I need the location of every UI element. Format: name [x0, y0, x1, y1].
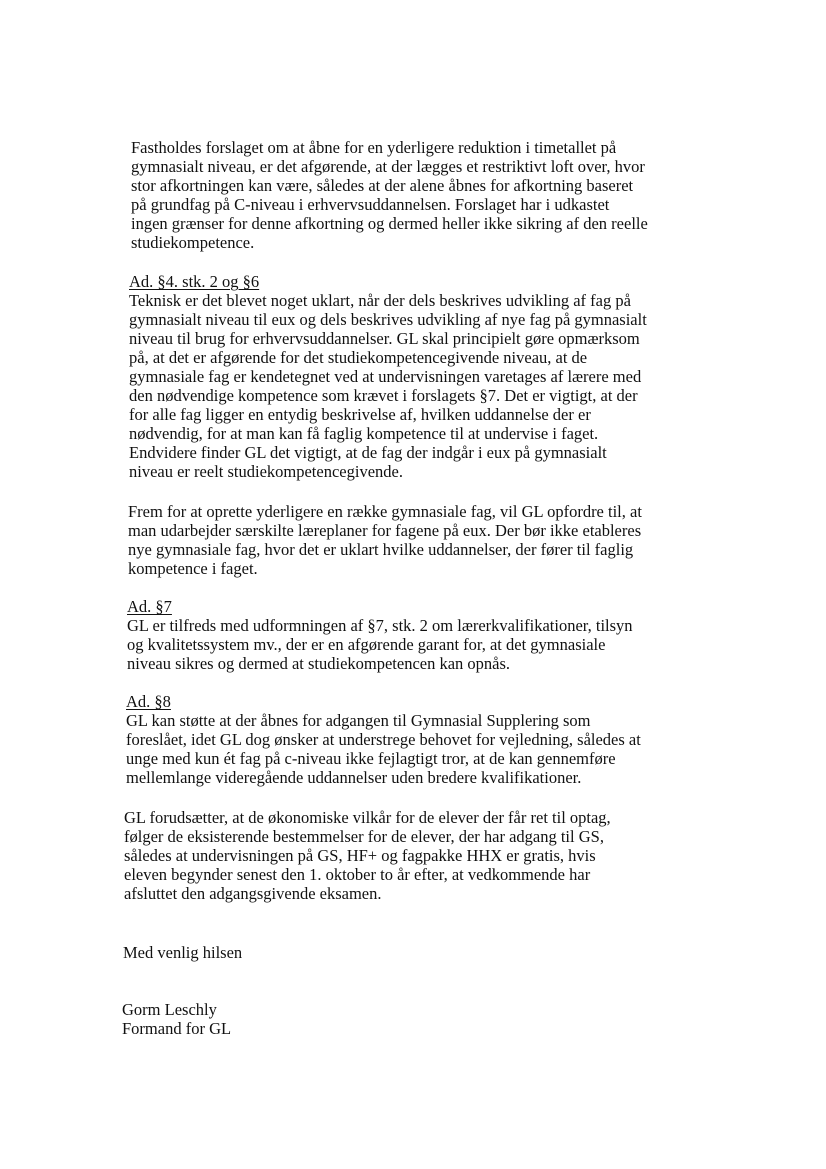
text-line: nødvendig, for at man kan få faglig kompetence til at undervise i faget.: [129, 424, 599, 443]
text-line: man udarbejder særskilte læreplaner for fagene på eux. Der bør ikke etableres: [128, 521, 642, 540]
text-line: afsluttet den adgangsgivende eksamen.: [124, 884, 382, 903]
text-line: mellemlange videregående uddannelser uden bredere kvalifikationer.: [126, 768, 582, 787]
closing-greeting: [123, 943, 242, 962]
text-line: ingen grænser for denne afkortning og dermed heller ikke sikring af den reelle: [131, 214, 648, 233]
text-line: eleven begynder senest den 1. oktober to år efter, at vedkommende har: [124, 865, 591, 884]
text-line: kompetence i faget.: [128, 559, 258, 578]
signer-title: Formand for GL: [122, 1019, 232, 1038]
text-line: på, at det er afgørende for det studiekompetencegivende niveau, at de: [129, 348, 588, 367]
text-line: således at undervisningen på GS, HF+ og fagpakke HHX er gratis, hvis: [124, 846, 596, 865]
section-heading: Ad. §4. stk. 2 og §6: [129, 272, 260, 291]
paragraph-timetal-reduktion: [131, 138, 648, 252]
greeting-text: Med venlig hilsen: [123, 943, 243, 962]
section-paragraph-7: [127, 597, 633, 673]
text-line: studiekompetence.: [131, 233, 255, 252]
text-line: Fastholdes forslaget om at åbne for en yderligere reduktion i timetallet på: [131, 138, 617, 157]
paragraph-oekonomiske-vilkaar: [124, 808, 611, 903]
paragraph-gymnasiale-fag: [128, 502, 642, 578]
text-line: niveau sikres og dermed at studiekompetencen kan opnås.: [127, 654, 511, 673]
text-line: gymnasialt niveau til eux og dels beskrives udvikling af nye fag på gymnasialt: [129, 310, 647, 329]
text-line: GL er tilfreds med udformningen af §7, stk. 2 om lærerkvalifikationer, tilsyn: [127, 616, 633, 635]
text-line: stor afkortningen kan være, således at der alene åbnes for afkortning baseret: [131, 176, 634, 195]
text-line: Endvidere finder GL det vigtigt, at de fag der indgår i eux på gymnasialt: [129, 443, 607, 462]
text-line: på grundfag på C-niveau i erhvervsuddannelsen. Forslaget har i udkastet: [131, 195, 610, 214]
text-line: Frem for at oprette yderligere en række gymnasiale fag, vil GL opfordre til, at: [128, 502, 642, 521]
text-line: og kvalitetssystem mv., der er en afgørende garant for, at det gymnasiale: [127, 635, 606, 654]
text-line: den nødvendige kompetence som krævet i forslagets §7. Det er vigtigt, at der: [129, 386, 638, 405]
text-line: nye gymnasiale fag, hvor det er uklart hvilke uddannelser, der fører til faglig: [128, 540, 634, 559]
signature-block: [122, 1000, 231, 1038]
text-line: GL forudsætter, at de økonomiske vilkår for de elever der får ret til optag,: [124, 808, 611, 827]
section-heading: Ad. §7: [127, 597, 172, 616]
section-heading: Ad. §8: [126, 692, 171, 711]
text-line: niveau er reelt studiekompetencegivende.: [129, 462, 403, 481]
text-line: GL kan støtte at der åbnes for adgangen til Gymnasial Supplering som: [126, 711, 591, 730]
text-line: følger de eksisterende bestemmelser for de elever, der har adgang til GS,: [124, 827, 604, 846]
text-line: niveau til brug for erhvervsuddannelser. GL skal principielt gøre opmærksom: [129, 329, 640, 348]
signer-name: Gorm Leschly: [122, 1000, 217, 1019]
text-line: gymnasialt niveau, er det afgørende, at der lægges et restriktivt loft over, hvor: [131, 157, 645, 176]
text-line: Teknisk er det blevet noget uklart, når der dels beskrives udvikling af fag på: [129, 291, 631, 310]
section-paragraph-8: [126, 692, 641, 787]
text-line: unge med kun ét fag på c-niveau ikke fejlagtigt tror, at de kan gennemføre: [126, 749, 616, 768]
section-paragraph-4: [129, 272, 647, 481]
text-line: foreslået, idet GL dog ønsker at understrege behovet for vejledning, således at: [126, 730, 641, 749]
text-line: gymnasiale fag er kendetegnet ved at undervisningen varetages af lærere med: [129, 367, 642, 386]
text-line: for alle fag ligger en entydig beskrivelse af, hvilken uddannelse der er: [129, 405, 591, 424]
